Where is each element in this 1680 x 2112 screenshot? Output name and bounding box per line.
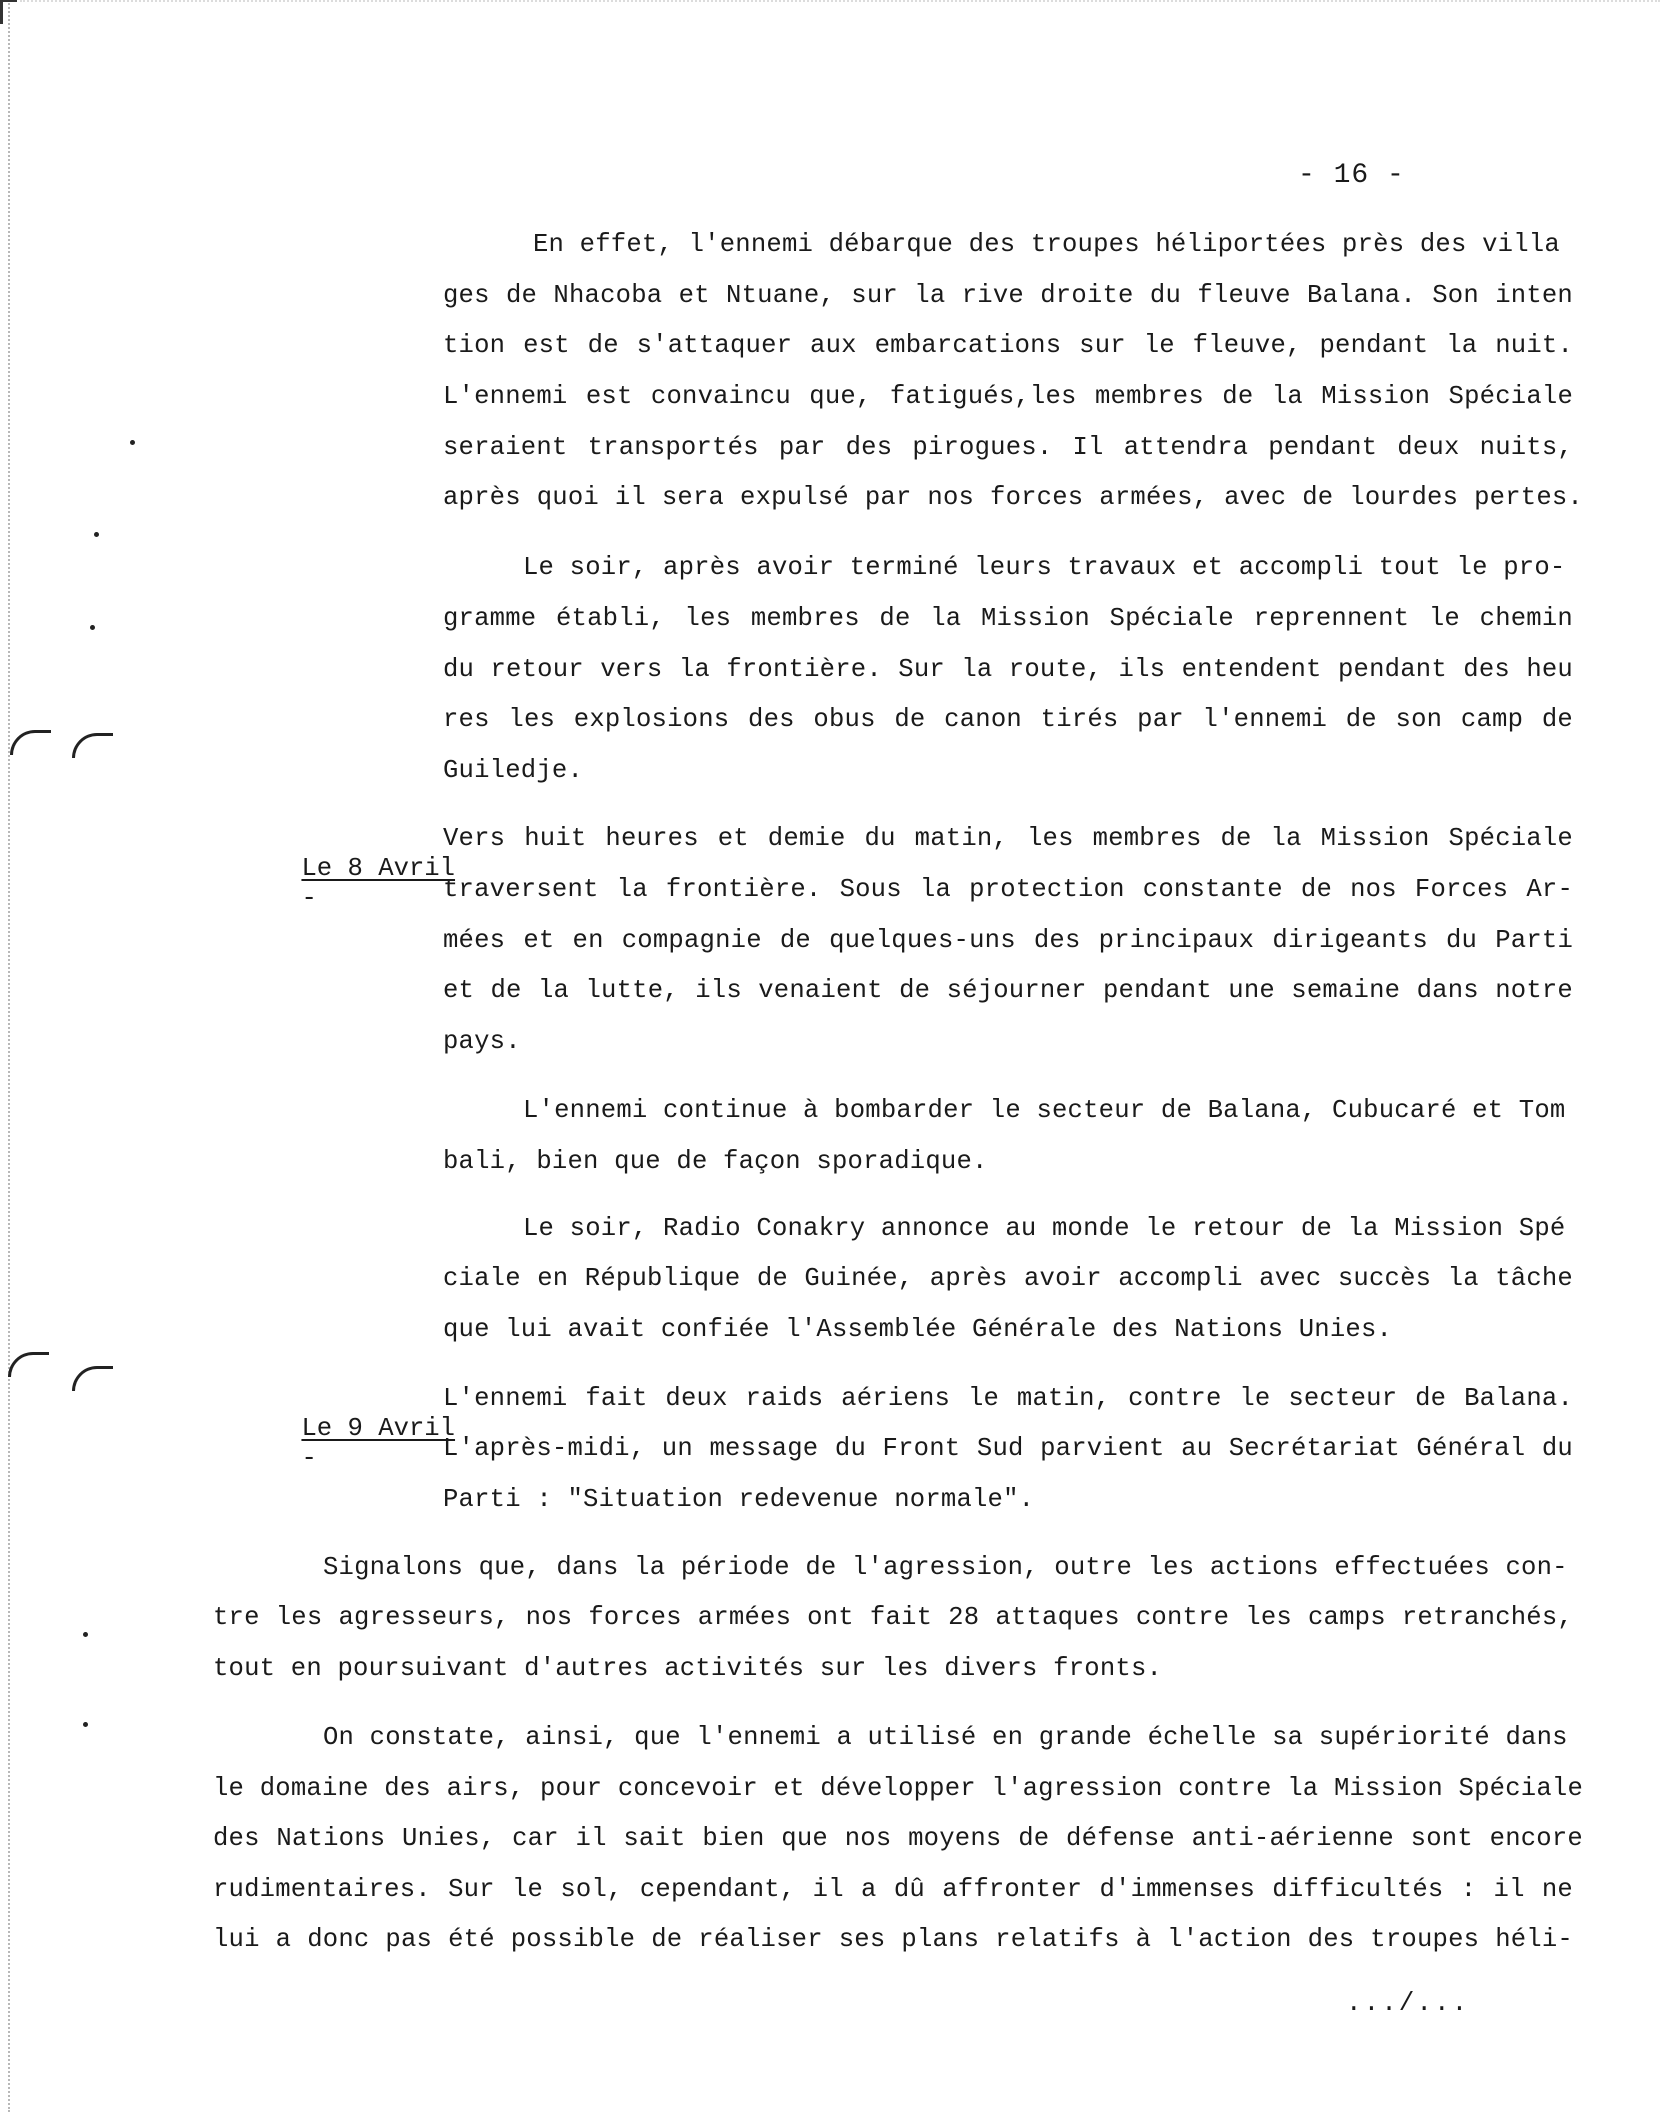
text-line: gramme établi, les membres de la Mission Spéciale reprennent le chemin — [443, 604, 1573, 633]
text-line: ges de Nhacoba et Ntuane, sur la rive droite du fleuve Balana. Son inten — [443, 281, 1573, 310]
punch-hole-mark — [72, 733, 113, 758]
scan-speck — [94, 532, 99, 537]
date-label-dash: - — [301, 1444, 317, 1473]
text-line: lui a donc pas été possible de réaliser ses plans relatifs à l'action des troupes héli- — [213, 1925, 1573, 1954]
text-line: L'après-midi, un message du Front Sud parvient au Secrétariat Général du — [443, 1434, 1573, 1463]
text-line: que lui avait confiée l'Assemblée Générale des Nations Unies. — [443, 1315, 1393, 1344]
text-line: rudimentaires. Sur le sol, cependant, il a dû affronter d'immenses difficultés : il ne — [213, 1875, 1573, 1904]
text-line: le domaine des airs, pour concevoir et développer l'agression contre la Mission Spéciale — [213, 1774, 1583, 1803]
scan-corner-mark — [0, 0, 17, 24]
text-line: ciale en République de Guinée, après avoir accompli avec succès la tâche — [443, 1264, 1573, 1293]
date-label-9-april — [240, 1384, 455, 1504]
scan-speck — [130, 440, 135, 445]
text-line: tion est de s'attaquer aux embarcations sur le fleuve, pendant la nuit. — [443, 331, 1573, 360]
scan-speck — [90, 625, 95, 630]
text-line: des Nations Unies, car il sait bien que nos moyens de défense anti-aérienne sont encore — [213, 1824, 1583, 1853]
text-line: tout en poursuivant d'autres activités sur les divers fronts. — [213, 1654, 1163, 1683]
text-line: du retour vers la frontière. Sur la route, ils entendent pendant des heu — [443, 655, 1573, 684]
continuation-marker: .../... — [1346, 1988, 1470, 2018]
text-line: Guiledje. — [443, 756, 584, 785]
scan-edge — [8, 0, 10, 2112]
text-line: Le soir, après avoir terminé leurs travaux et accompli tout le pro- — [523, 553, 1566, 582]
text-line: Signalons que, dans la période de l'agression, outre les actions effectuées con- — [323, 1553, 1568, 1582]
date-label-dash: - — [301, 884, 317, 913]
date-label-text: Le 8 Avril — [301, 854, 456, 883]
text-line: res les explosions des obus de canon tirés par l'ennemi de son camp de — [443, 705, 1573, 734]
text-line: L'ennemi fait deux raids aériens le matin, contre le secteur de Balana. — [443, 1384, 1573, 1413]
punch-hole-mark — [72, 1366, 113, 1391]
text-line: bali, bien que de façon sporadique. — [443, 1147, 988, 1176]
date-label-text: Le 9 Avril — [301, 1414, 456, 1443]
punch-hole-mark — [8, 1352, 49, 1377]
text-line: Le soir, Radio Conakry annonce au monde le retour de la Mission Spé — [523, 1214, 1566, 1243]
scan-top-edge — [20, 0, 1660, 2]
text-line: et de la lutte, ils venaient de séjourner pendant une semaine dans notre — [443, 976, 1573, 1005]
text-line: L'ennemi continue à bombarder le secteur de Balana, Cubucaré et Tom — [523, 1096, 1566, 1125]
text-line: Vers huit heures et demie du matin, les membres de la Mission Spéciale — [443, 824, 1573, 853]
text-line: après quoi il sera expulsé par nos forces armées, avec de lourdes pertes. — [443, 483, 1583, 512]
text-line: L'ennemi est convaincu que, fatigués,les membres de la Mission Spéciale — [443, 382, 1573, 411]
text-line: pays. — [443, 1027, 521, 1056]
page-number: - 16 - — [1298, 160, 1405, 191]
text-line: En effet, l'ennemi débarque des troupes héliportées près des villa — [533, 230, 1560, 259]
text-line: On constate, ainsi, que l'ennemi a utilisé en grande échelle sa supériorité dans — [323, 1723, 1568, 1752]
punch-hole-mark — [10, 730, 51, 755]
text-line: Parti : "Situation redevenue normale". — [443, 1485, 1035, 1514]
text-line: traversent la frontière. Sous la protection constante de nos Forces Ar- — [443, 875, 1573, 904]
text-line: tre les agresseurs, nos forces armées ont fait 28 attaques contre les camps retranchés, — [213, 1603, 1573, 1632]
text-line: mées et en compagnie de quelques-uns des principaux dirigeants du Parti — [443, 926, 1573, 955]
date-label-8-april — [240, 824, 455, 944]
text-line: seraient transportés par des pirogues. Il attendra pendant deux nuits, — [443, 433, 1573, 462]
scan-speck — [83, 1632, 88, 1637]
scan-speck — [83, 1722, 88, 1727]
